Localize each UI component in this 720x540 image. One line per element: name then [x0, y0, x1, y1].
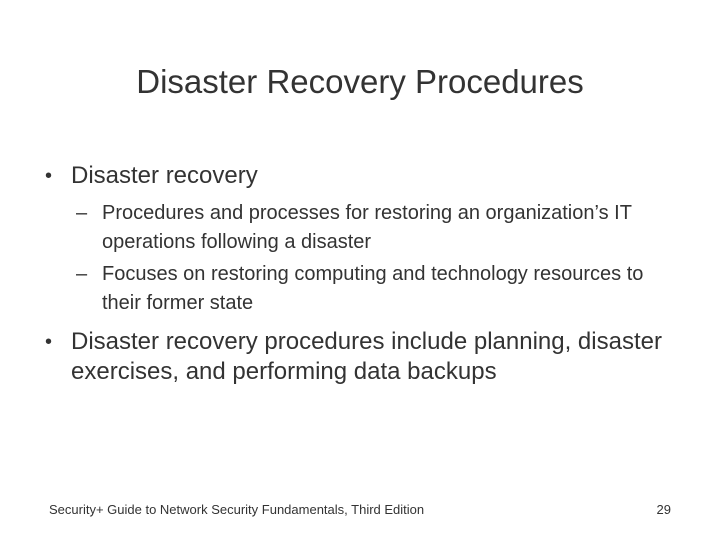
- sub-bullet-item: [76, 199, 662, 257]
- bullet-marker: •: [45, 165, 53, 187]
- bullet-item: [45, 161, 720, 191]
- footer-source: Security+ Guide to Network Security Fundamentals, Third Edition: [49, 502, 425, 517]
- bullet-marker: •: [45, 331, 53, 353]
- slide-title: Disaster Recovery Procedures: [136, 63, 584, 100]
- sub-bullet-marker: –: [76, 263, 88, 285]
- page-number: 29: [656, 502, 671, 517]
- bullet-text: Disaster recovery procedures include planning, disaster exercises, and performing data backups: [71, 328, 662, 385]
- sub-bullet-item: [76, 260, 662, 318]
- sub-bullet-marker: –: [76, 202, 88, 224]
- sub-bullet-text: Procedures and processes for restoring an organization’s IT operations following a disaster: [102, 202, 632, 253]
- sub-bullet-text: Focuses on restoring computing and technology resources to their former state: [102, 263, 644, 314]
- bullet-text: Disaster recovery: [71, 162, 258, 189]
- bullet-item: [45, 327, 720, 387]
